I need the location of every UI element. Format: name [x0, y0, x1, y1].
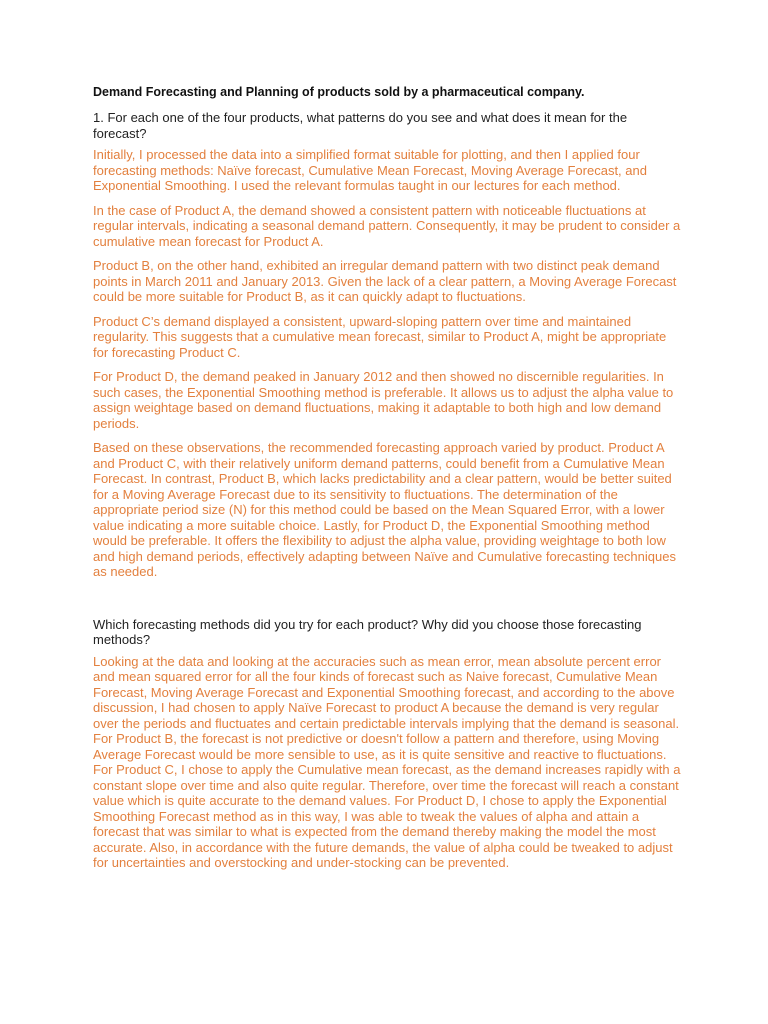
answer-paragraph: In the case of Product A, the demand showed a consistent pattern with noticeable fluctuations at regular intervals, indicating a seasonal demand pattern. Consequently, it may be prudent to consider a cumulative mean forecast for Product A. [93, 202, 681, 249]
answer-paragraph: Looking at the data and looking at the accuracies such as mean error, mean absolute percent error and mean squared error for all the four kinds of forecast such as Naive forecast, Cumulative Mean Forecast, Moving Average Forecast and Exponential Smoothing forecast, and according to the above discussion, I had chosen to apply Naïve Forecast to product A because the demand is very regular over the periods and fluctuates and certain predictable intervals implying that the demand is seasonal. For Product B, the forecast is not predictive or doesn't follow a pattern and therefore, using Moving Average Forecast would be more sensible to use, as it is quite sensitive and reactive to fluctuations. For Product C, I chose to apply the Cumulative mean forecast, as the demand increases rapidly with a constant slope over time and also quite regular. Therefore, over time the forecast will reach a constant value which is quite accurate to the demand values. For Product D, I chose to apply the Exponential Smoothing Forecast method as in this way, I was able to tweak the values of alpha and attain a forecast that was similar to what is expected from the demand thereby making the model the most accurate. Also, in accordance with the future demands, the value of alpha could be tweaked to adjust for uncertainties and overstocking and under-stocking can be prevented. [93, 653, 681, 870]
document-page [93, 84, 683, 880]
question-2: Which forecasting methods did you try for each product? Why did you choose those forecasting methods? [93, 616, 642, 647]
question-1: 1. For each one of the four products, what patterns do you see and what does it mean for the forecast? [93, 110, 628, 141]
answer-paragraph: Product B, on the other hand, exhibited an irregular demand pattern with two distinct peak demand points in March 2011 and January 2013. Given the lack of a clear pattern, a Moving Average Forecast could be more suitable for Product B, as it can quickly adapt to fluctuations. [93, 258, 677, 304]
section-patterns [93, 110, 683, 580]
answer-paragraph: For Product D, the demand peaked in January 2012 and then showed no discernible regularities. In such cases, the Exponential Smoothing method is preferable. It allows us to adjust the alpha value to assign weightage based on demand fluctuations, making it adaptable to both high and low demand periods. [93, 369, 674, 431]
answer-paragraph: Product C’s demand displayed a consistent, upward-sloping pattern over time and maintained regularity. This suggests that a cumulative mean forecast, similar to Product A, might be appropriate for forecasting Product C. [93, 313, 667, 360]
section-spacer [93, 589, 683, 617]
answer-paragraph: Based on these observations, the recommended forecasting approach varied by product. Product A and Product C, with their relatively uniform demand patterns, could benefit from a Cumulative Mean Forecast. In contrast, Product B, which lacks predictability and a clear pattern, would be better suited for a Moving Average Forecast due to its sensitivity to fluctuations. The determination of the appropriate period size (N) for this method could be based on the Mean Squared Error, with a lower value indicating a more suitable choice. Lastly, for Product D, the Exponential Smoothing method would be preferable. It offers the flexibility to adjust the alpha value, providing weightage to both low and high demand periods, effectively adapting between Naïve and Cumulative forecasting techniques as needed. [93, 440, 676, 579]
answer-paragraph: Initially, I processed the data into a simplified format suitable for plotting, and then I applied four forecasting methods: Naïve forecast, Cumulative Mean Forecast, Moving Average Forecast, and Exponential Smoothing. I used the relevant formulas taught in our lectures for each method. [93, 147, 647, 193]
section-methods [93, 617, 683, 871]
document-title: Demand Forecasting and Planning of products sold by a pharmaceutical company. [93, 85, 585, 99]
